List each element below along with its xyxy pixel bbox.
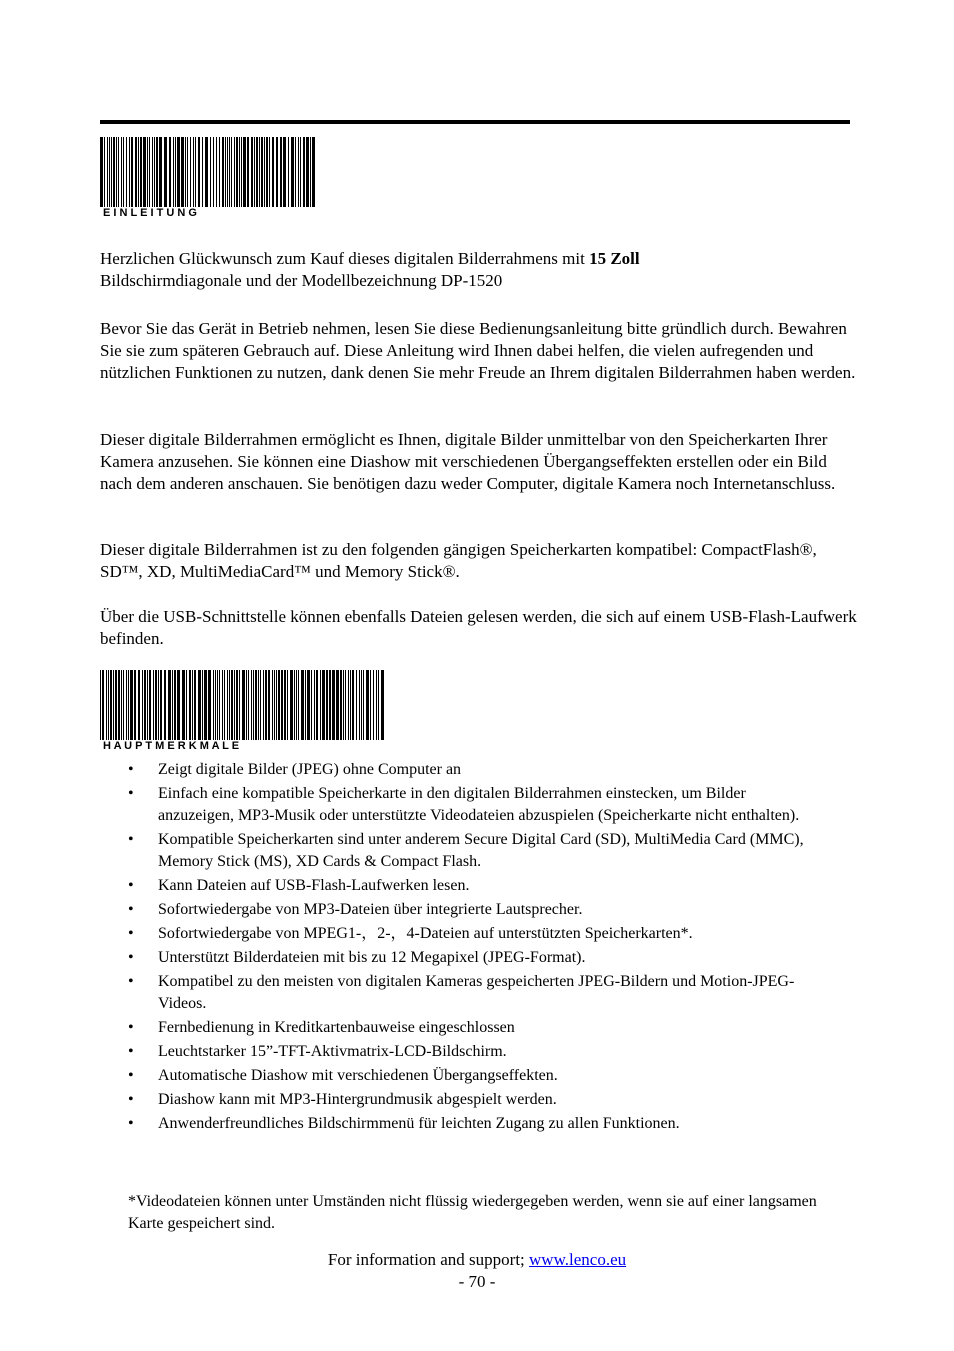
list-item — [128, 947, 808, 969]
bullet-icon: • — [128, 1043, 134, 1060]
bullet-icon: • — [128, 1067, 134, 1084]
hauptmerkmale-barcode-heading — [100, 670, 384, 740]
bullet-icon: • — [128, 761, 134, 778]
intro-text: Herzlichen Glückwunsch zum Kauf dieses digitalen Bilderrahmens mit — [100, 249, 590, 268]
feature-text: Kompatibel zu den meisten von digitalen Kameras gespeicherten JPEG-Bildern und Motion-JPEG-Videos. — [158, 973, 795, 1012]
intro-paragraph — [100, 248, 860, 292]
bullet-icon: • — [128, 925, 134, 942]
feature-text: Sofortwiedergabe von MP3-Dateien über integrierte Lautsprecher. — [158, 901, 583, 918]
paragraph-compatibility: Dieser digitale Bilderrahmen ist zu den folgenden gängigen Speicherkarten kompatibel: CompactFlash®, SD™, XD, MultiMediaCard™ und Memory Stick®. — [100, 540, 817, 581]
feature-text: Diashow kann mit MP3-Hintergrundmusik abgespielt werden. — [158, 1091, 557, 1108]
bullet-icon: • — [128, 831, 134, 848]
feature-text: Unterstützt Bilderdateien mit bis zu 12 Megapixel (JPEG-Format). — [158, 949, 586, 966]
einleitung-heading-label: E I N L E I T U N G — [103, 207, 197, 219]
page-number: - 70 - — [458, 1272, 496, 1291]
bullet-icon: • — [128, 1019, 134, 1036]
video-footnote: *Videodateien können unter Umständen nicht flüssig wiedergegeben werden, wenn sie auf einer langsamen Karte gespeichert sind. — [128, 1193, 817, 1232]
bullet-icon: • — [128, 949, 134, 966]
list-item — [128, 1089, 808, 1111]
list-item — [128, 829, 808, 873]
list-item — [128, 971, 808, 1015]
paragraph-usb: Über die USB-Schnittstelle können ebenfalls Dateien gelesen werden, die sich auf einem USB-Flash-Laufwerk befinden. — [100, 607, 857, 648]
feature-text: Fernbedienung in Kreditkartenbauweise eingeschlossen — [158, 1019, 515, 1036]
feature-text: Anwenderfreundliches Bildschirmmenü für leichten Zugang zu allen Funktionen. — [158, 1115, 680, 1132]
bullet-icon: • — [128, 877, 134, 894]
feature-text: Sofortwiedergabe von MPEG1-，2-，4-Dateien auf unterstützten Speicherkarten*. — [158, 925, 693, 942]
support-text: For information and support; — [327, 1250, 530, 1269]
bullet-icon: • — [128, 1091, 134, 1108]
paragraph-description: Dieser digitale Bilderrahmen ermöglicht es Ihnen, digitale Bilder unmittelbar von den Speicherkarten Ihrer Kamera anzusehen. Sie können eine Diashow mit verschiedenen Übergangseffekten erstellen oder ein Bild nach dem anderen anschauen. Sie benötigen dazu weder Computer, digitale Kamera noch Internetanschluss. — [100, 430, 836, 493]
bullet-icon: • — [128, 901, 134, 918]
top-rule — [100, 120, 850, 124]
list-item — [128, 923, 808, 945]
bullet-icon: • — [128, 973, 134, 990]
feature-text: Kompatible Speicherkarten sind unter anderem Secure Digital Card (SD), MultiMedia Card (MMC), Memory Stick (MS), XD Cards & Compact Flash. — [158, 831, 804, 870]
list-item — [128, 1017, 808, 1039]
list-item — [128, 783, 808, 827]
list-item — [128, 899, 808, 921]
list-item — [128, 1113, 808, 1135]
paragraph-instructions: Bevor Sie das Gerät in Betrieb nehmen, lesen Sie diese Bedienungsanleitung bitte gründlich durch. Bewahren Sie sie zum späteren Gebrauch auf. Diese Anleitung wird Ihnen dabei helfen, die vielen aufregenden und nützlichen Funktionen zu nutzen, dank denen Sie mehr Freude an Ihrem digitalen Bilderrahmen haben werden. — [100, 319, 856, 382]
list-item — [128, 1041, 808, 1063]
feature-text: Leuchtstarker 15”-TFT-Aktivmatrix-LCD-Bildschirm. — [158, 1043, 507, 1060]
support-link[interactable]: www.lenco.eu — [529, 1250, 627, 1269]
list-item — [128, 1065, 808, 1087]
bullet-icon: • — [128, 1115, 134, 1132]
bullet-icon: • — [128, 785, 134, 802]
feature-text: Zeigt digitale Bilder (JPEG) ohne Computer an — [158, 761, 462, 778]
intro-size: 15 Zoll — [589, 249, 640, 268]
einleitung-barcode-heading — [100, 137, 318, 207]
feature-text: Kann Dateien auf USB-Flash-Laufwerken lesen. — [158, 877, 470, 894]
intro-line2: Bildschirmdiagonale und der Modellbezeichnung DP-1520 — [100, 271, 503, 290]
feature-text: Automatische Diashow mit verschiedenen Übergangseffekten. — [158, 1067, 558, 1084]
support-line — [0, 1249, 954, 1271]
feature-text: Einfach eine kompatible Speicherkarte in den digitalen Bilderrahmen einstecken, um Bilder anzuzeigen, MP3-Musik oder unterstützte Videodateien abzuspielen (Speicherkarte nicht enthalten). — [158, 785, 800, 824]
hauptmerkmale-heading-label: H A U P T M E R K M A L E — [103, 740, 240, 752]
list-item — [128, 759, 808, 781]
feature-list — [128, 759, 808, 1137]
list-item — [128, 875, 808, 897]
